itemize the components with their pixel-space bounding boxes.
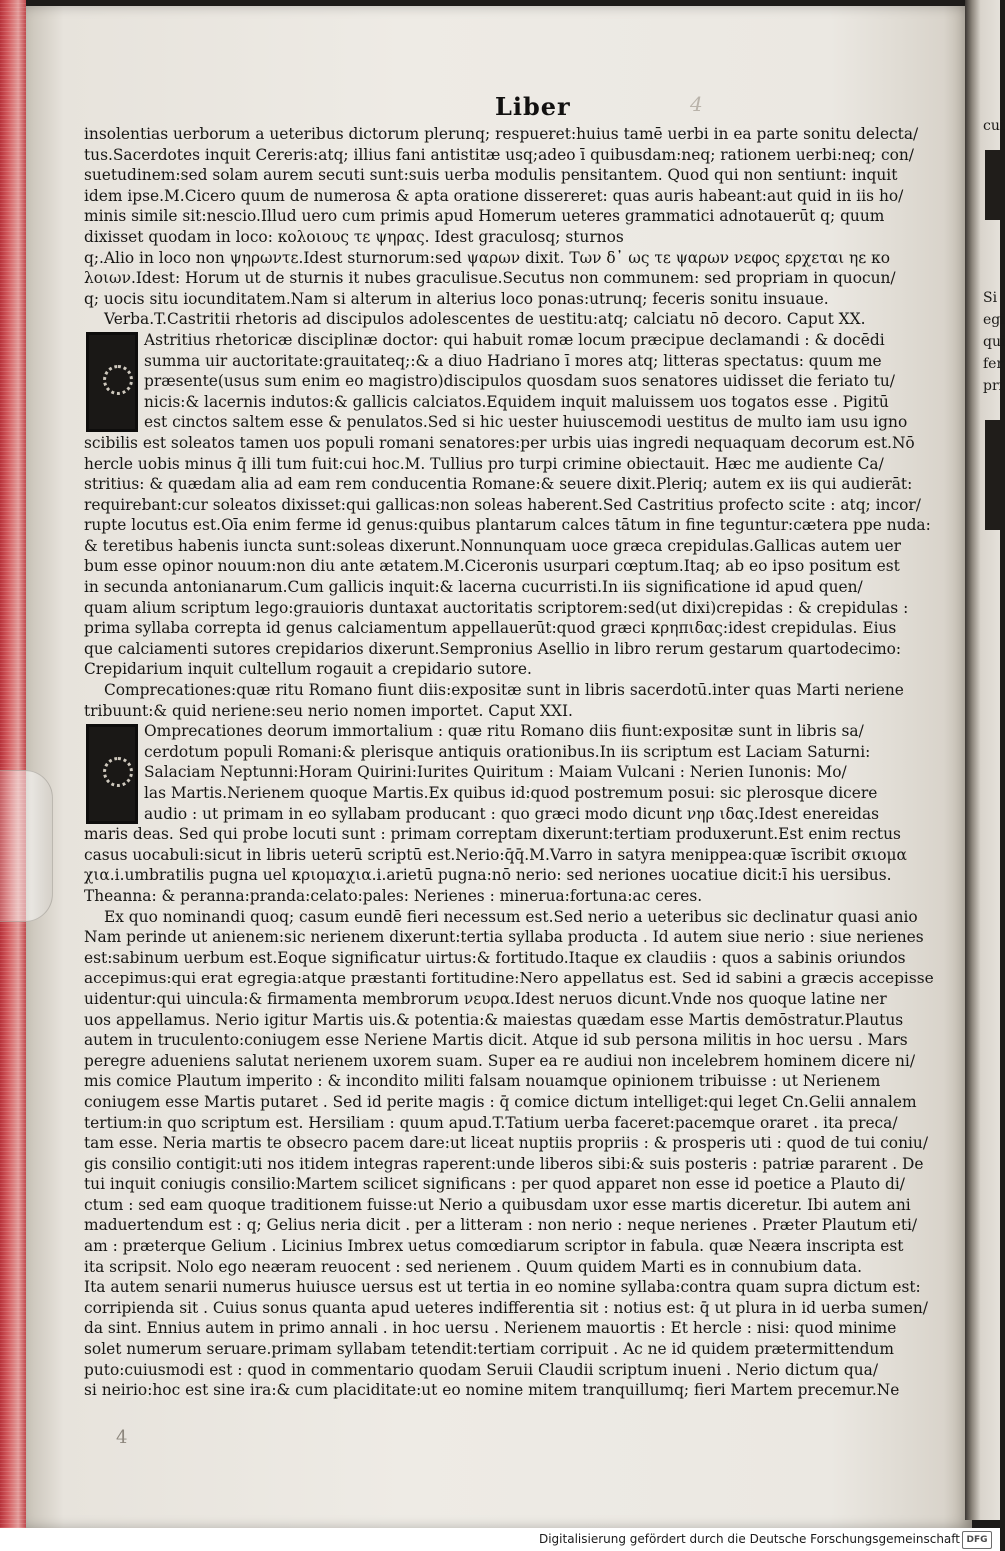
text-line: q;.Alio in loco non ψηρωντε.Idest sturnorum:sed ψαρων dixit. Των δ᾽ ως τε ψαρων νεφος ερχεται ηε κο (84, 248, 891, 267)
text-line: nicis:& lacernis indutos:& gallicis calciatos.Equidem inquit maluissem uos togatos esse . Pigitū (144, 392, 889, 411)
drop-cap-c-ornament (86, 724, 138, 824)
text-line: χια.i.umbratilis pugna uel κριομαχια.i.arietū pugna:nō nerio: sed neriones uocatiue dicit:ī his uersibus. (84, 866, 892, 885)
flower-ornament-icon (103, 757, 133, 787)
text-line: am : præterque Gelium . Licinius Imbrex uetus comœdiarum scriptor in fabula. quæ Neæra inscripta est (84, 1237, 904, 1256)
text-line: mis comice Plautum imperito : & incondito militi falsam nouamque opinionem tribuisse : ut Nerienem (84, 1072, 881, 1091)
text-block (84, 124, 934, 1442)
text-line: da sint. Ennius autem in primo annali . in hoc uersu . Nerienem mauortis : Et hercle : nisi: quod minime (84, 1319, 897, 1338)
text-line: Crepidarium inquit cultellum rogauit a crepidario sutore. (84, 660, 532, 679)
text-line: si neirio:hoc est sine ira:& cum placiditate:ut eo nomine mitem tranquillumq; fieri Martem precemur.Ne (84, 1381, 900, 1400)
facing-page-fragment: pri (983, 378, 1004, 394)
footer-bar (0, 1528, 1000, 1551)
text-line: quam alium scriptum lego:grauioris duntaxat auctoritatis scriptorem:sed(ut dixi)crepidas : & crepidulas : (84, 598, 909, 617)
facing-page-edge (965, 0, 1005, 1520)
text-line: scibilis est soleatos tamen uos populi romani senatores:per urbis uias ingredi nequaquam decorum est.Nō (84, 433, 915, 452)
text-line: uidentur:qui uincula:& firmamenta membrorum νευρα.Idest neruos dicunt.Vnde nos quoque latine ner (84, 989, 887, 1008)
text-line: tertium:in quo scriptum est. Hersiliam : quum apud.T.Tatium uerba faceret:pacemque oraret . ita preca/ (84, 1113, 898, 1132)
text-line: maris deas. Sed qui probe locuti sunt : primam correptam dixerunt:tertiam produxerunt.Est enim rectus (84, 825, 901, 844)
chapter-heading-xx: Verba.T.Castritii rhetoris ad discipulos adolescentes de uestitu:atq; calciatu nō decoro. Caput XX. (104, 310, 866, 329)
text-line: gis consilio contigit:uti nos itidem integras raperent:unde liberos sibi:& suis posteris : patriæ pararent . De (84, 1154, 924, 1173)
text-line: peregre adueniens salutat nerienem uxorem suam. Super ea re audiui non incelebrem hominem dicere ni/ (84, 1051, 916, 1070)
text-line: Astritius rhetoricæ disciplinæ doctor: qui habuit romæ locum præcipue declamandi : & docēdi (144, 330, 885, 349)
text-line: cerdotum populi Romani:& plerisque antiquis orationibus.In iis scriptum est Laciam Saturni: (144, 742, 871, 761)
chapter-heading-xxi: Comprecationes:quæ ritu Romano fiunt diis:expositæ sunt in libris sacerdotū.inter quas Marti neriene (104, 681, 904, 700)
text-line: solet numerum seruare.primam syllabam tetendit:tertiam corripuit . Ac ne id quidem prætermittendum (84, 1340, 894, 1359)
text-line: prima syllaba correpta id genus calciamentum appellauerūt:quod græci κρηπιδας:idest crepidulas. Eius (84, 619, 897, 638)
facing-page-fragment: cui (983, 118, 1005, 134)
running-head: Liber (495, 92, 571, 121)
text-line: dixisset quodam in loco: κολοιους τε ψηρας. Idest graculosq; sturnos (84, 227, 624, 246)
folio-mark: 4 (690, 92, 703, 116)
facing-page-fragment: fer (983, 356, 1004, 372)
footer-credit: Digitalisierung gefördert durch die Deutsche Forschungsgemeinschaft (538, 1532, 960, 1546)
text-line (84, 1401, 934, 1422)
text-line: præsente(usus sum enim eo magistro)discipulos quosdam suos senatores uidisset die feriato tu/ (144, 372, 895, 391)
facing-page-dropcap (985, 150, 1000, 220)
facing-page-fragment: qui (983, 334, 1005, 350)
flower-ornament-icon (103, 365, 133, 395)
text-line: coniugem esse Martis putaret . Sed id perite magis : q̄ comice dictum intelliget:qui leget Cn.Gelii annalem (84, 1092, 917, 1111)
facing-page-dropcap (985, 420, 1000, 530)
text-line: audio : ut primam in eo syllabam producant : quo græci modo dicunt νηρ ιδας.Idest enereidas (144, 804, 880, 823)
text-line (84, 1421, 934, 1442)
chapter-heading-xxi: tribuunt:& quid neriene:seu nerio nomen importet. Caput XXI. (84, 701, 573, 720)
text-line: Omprecationes deorum immortalium : quæ ritu Romano diis fiunt:expositæ sunt in libris sa/ (144, 722, 864, 741)
text-line: λοιων.Idest: Horum ut de sturnis it nubes graculisue.Secutus non communem: sed propriam in quocun/ (84, 269, 896, 288)
text-line: tui inquit coniugis consilio:Martem scilicet significans : per quod apparet non esse id poetice a Plauto di/ (84, 1175, 905, 1194)
text-line: Salaciam Neptunni:Horam Quirini:Iurites Quiritum : Maiam Vulcani : Nerien Iunonis: Mo/ (144, 763, 847, 782)
facing-page-fragment: egi (983, 312, 1005, 328)
text-line: summa uir auctoritate:grauitateq;:& a diuo Hadriano ī mores atq; litteras spectatus: quum me (144, 351, 882, 370)
text-line: ita scripsit. Nolo ego neæram reuocent : sed nerienem . Quum quidem Marti es in connubium data. (84, 1257, 862, 1276)
text-line: stritius: & quædam alia ad eam rem conducentia Romane:& seuere dixit.Pleriq; autem ex iis qui audierāt: (84, 475, 913, 494)
text-line: Ex quo nominandi quoq; casum eundē fieri necessum est.Sed nerio a ueteribus sic declinatur quasi anio (104, 907, 918, 926)
text-line: ctum : sed eam quoque traditionem fuisse:ut Nerio a quibusdam uxor esse martis diceretur. Ibi autem ani (84, 1195, 911, 1214)
facing-page-fragment: Si (983, 290, 998, 306)
dfg-logo-icon: DFG (962, 1531, 992, 1549)
text-line: q; uocis situ iocunditatem.Nam si alterum in alterius loco ponas:utrunq; feceris sonitu insuaue. (84, 289, 829, 308)
text-line: Nam perinde ut anienem:sic nerienem dixerunt:tertia syllaba producta . Id autem siue nerio : siue nerienes (84, 928, 924, 947)
text-line: tam esse. Neria martis te obsecro pacem dare:ut liceat nuptiis propriis : & prosperis uti : quod de tui coniu/ (84, 1134, 929, 1153)
text-line: corripienda sit . Cuius sonus quanta apud ueteres indifferentia sit : notius est: q̄ ut plura in id uerba sumen/ (84, 1298, 928, 1317)
text-line: insolentias uerborum a ueteribus dictorum plerunq; respueret:huius tamē uerbi in ea parte sonitu delecta/ (84, 125, 919, 143)
text-line: puto:cuiusmodi est : quod in commentario quodam Seruii Claudii scriptum inueni . Nerio dictum qua/ (84, 1360, 879, 1379)
text-line: casus uocabuli:sicut in libris ueterū scriptū est.Nerio:q̄q̄.M.Varro in satyra menippea:quæ īscribit σκιομα (84, 845, 907, 864)
text-line: & teretibus habenis iuncta sunt:soleas dixerunt.Nonnunquam uoce græca crepidulas.Gallicas autem uer (84, 536, 901, 555)
text-line: est:sabinum uerbum est.Eoque significatur uirtus:& fortitudo.Itaque ex claudiis : quos a sabinis oriundos (84, 948, 906, 967)
text-line: requirebant:cur soleatos dixisset:qui gallicas:non soleas haberent.Sed Castritius profecto scite : atq; incor/ (84, 495, 921, 514)
text-line: suetudinem:sed solam aurem secuti sunt:suis uerba modulis pensitantem. Quod qui non sentiunt: inquit (84, 166, 898, 185)
signature-mark: 4 (116, 1427, 128, 1448)
text-line: Ita autem senarii numerus huiusce uersus est ut tertia in eo nomine syllaba:contra quam supra dictum est: (84, 1278, 921, 1297)
text-line: autem in truculento:coniugem esse Neriene Martis dicit. Atque id sub persona militis in hoc uersu . Mars (84, 1031, 908, 1050)
text-line: idem ipse.M.Cicero quum de numerosa & apta oratione dissereret: quas auris habeant:aut quid in iis ho/ (84, 186, 904, 205)
text-line: in secunda antonianarum.Cum gallicis inquit:& lacerna cucurristi.In iis significatione id apud quen/ (84, 578, 863, 597)
text-line: minis simile sit:nescio.Illud uero cum primis apud Homerum ueteres grammatici adnotauerūt q; quum (84, 207, 885, 226)
text-line: uos appellamus. Nerio igitur Martis uis.& potentia:& maiestas quædam esse Martis demōstratur.Plautus (84, 1010, 904, 1029)
text-line: tus.Sacerdotes inquit Cereris:atq; illius fani antistitæ usq;adeo ī quibusdam:neq; rationem uerbi:neq; con/ (84, 145, 914, 164)
text-line: que calciamenti sutores crepidarios dixerunt.Sempronius Asellio in libro rerum gestarum quartodecimo: (84, 639, 902, 658)
page-clamp (0, 770, 53, 922)
text-line: las Martis.Nerienem quoque Martis.Ex quibus id:quod postremum posui: sic plerosque dicere (144, 784, 878, 802)
text-line: est cinctos saltem esse & penulatos.Sed si hic uester huiuscemodi uestitus de multo iam usu igno (144, 413, 908, 432)
text-line: accepimus:qui erat egregia:atque præstanti fortitudine:Nero appellatus est. Sed id sabini a græcis accepisse (84, 969, 934, 988)
drop-cap-c-ornament (86, 332, 138, 432)
text-line: hercle uobis minus q̄ illi tum fuit:cui hoc.M. Tullius pro turpi crimine obiectauit. Hæc me audiente Ca/ (84, 454, 884, 473)
text-line: maduertendum est : q; Gelius neria dicit . per a litteram : non nerio : neque nerienes . Præter Plautum eti/ (84, 1216, 918, 1235)
text-line: rupte locutus est.Oīa enim ferme id genus:quibus plantarum calces tātum in fine teguntur:cætera ppe nuda: (84, 516, 931, 535)
verse-line: Theanna: & peranna:pranda:celato:pales: Nerienes : minerua:fortuna:ac ceres. (84, 886, 703, 905)
book-edge-left (0, 0, 26, 1528)
text-line: bum esse opinor nouum:non diu ante ætatem.M.Ciceronis usurpari cœptum.Itaq; ab eo ipso positum est (84, 557, 900, 576)
